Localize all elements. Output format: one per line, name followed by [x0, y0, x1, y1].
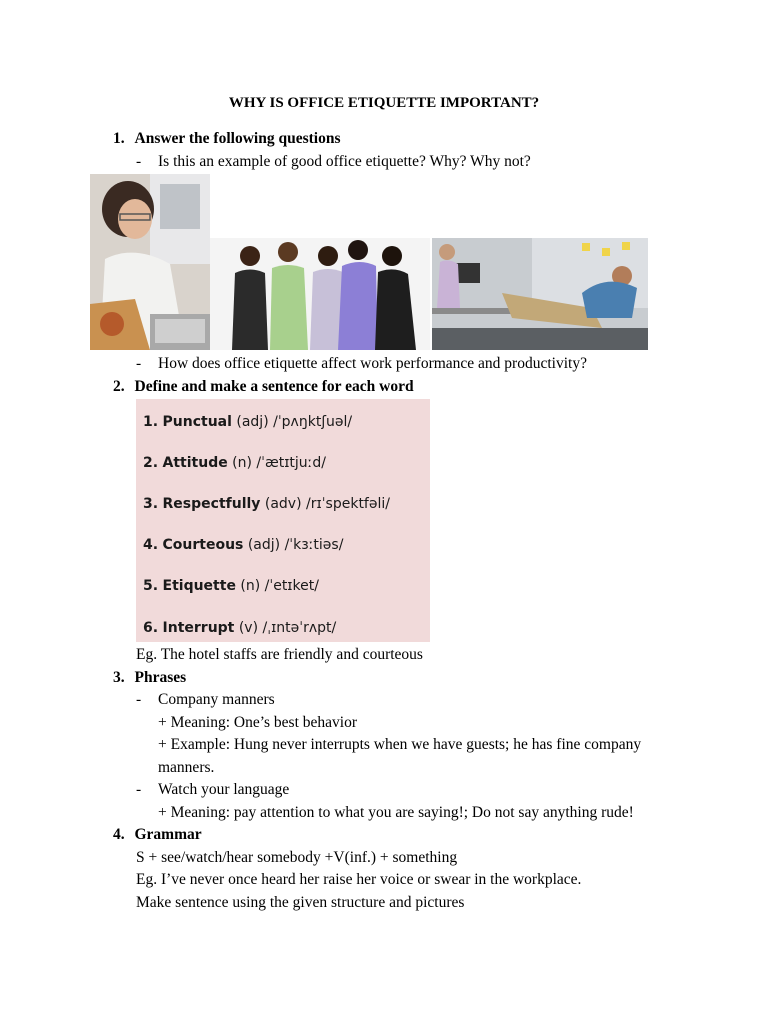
vocab-item: 4. Courteous (adj) /ˈkɜːtiəs/ [143, 537, 344, 553]
section-number: 2. [113, 378, 125, 395]
phrase-1-meaning: + Meaning: One’s best behavior [158, 714, 358, 731]
section-number: 1. [113, 130, 125, 147]
grammar-example: Eg. I’ve never once heard her raise her voice or swear in the workplace. [136, 871, 582, 888]
phrase-1: - Company manners [136, 691, 275, 708]
section-title: Grammar [134, 826, 202, 843]
vocabulary-box [136, 399, 430, 642]
phrase-1-example-cont: manners. [158, 759, 215, 776]
section-title: Phrases [134, 669, 187, 686]
grammar-task: Make sentence using the given structure and pictures [136, 894, 465, 911]
section-1-heading [113, 129, 340, 149]
grammar-structure: S + see/watch/hear somebody +V(inf.) + something [136, 849, 458, 866]
gossiping-coworkers-image [210, 238, 430, 350]
section-number: 4. [113, 826, 125, 843]
vocab-item: 1. Punctual (adj) /ˈpʌŋktʃuəl/ [143, 414, 353, 430]
question-1: - Is this an example of good office etiquette? Why? Why not? [136, 153, 531, 170]
section-title: Define and make a sentence for each word [134, 378, 414, 395]
phrase-2-meaning: + Meaning: pay attention to what you are saying!; Do not say anything rude! [158, 804, 634, 821]
page-title: WHY IS OFFICE ETIQUETTE IMPORTANT? [228, 95, 540, 111]
section-title: Answer the following questions [134, 130, 341, 147]
section-3-heading [113, 668, 186, 688]
section-2-heading [113, 377, 414, 397]
woman-at-computer-image [90, 174, 210, 350]
section-number: 3. [113, 669, 125, 686]
section-2-example: Eg. The hotel staffs are friendly and courteous [136, 646, 423, 663]
question-2: - How does office etiquette affect work performance and productivity? [136, 355, 587, 372]
vocab-item: 2. Attitude (n) /ˈætɪtjuːd/ [143, 455, 326, 471]
vocab-item: 3. Respectfully (adv) /rɪˈspektfəli/ [143, 496, 390, 512]
vocab-item: 6. Interrupt (v) /ˌɪntəˈrʌpt/ [143, 620, 337, 636]
vocab-item: 5. Etiquette (n) /ˈetɪket/ [143, 578, 319, 594]
phrase-1-example: + Example: Hung never interrupts when we have guests; he has fine company [158, 736, 642, 753]
relaxing-office-worker-image [432, 238, 648, 350]
section-4-heading [113, 825, 202, 845]
phrase-2: - Watch your language [136, 781, 290, 798]
